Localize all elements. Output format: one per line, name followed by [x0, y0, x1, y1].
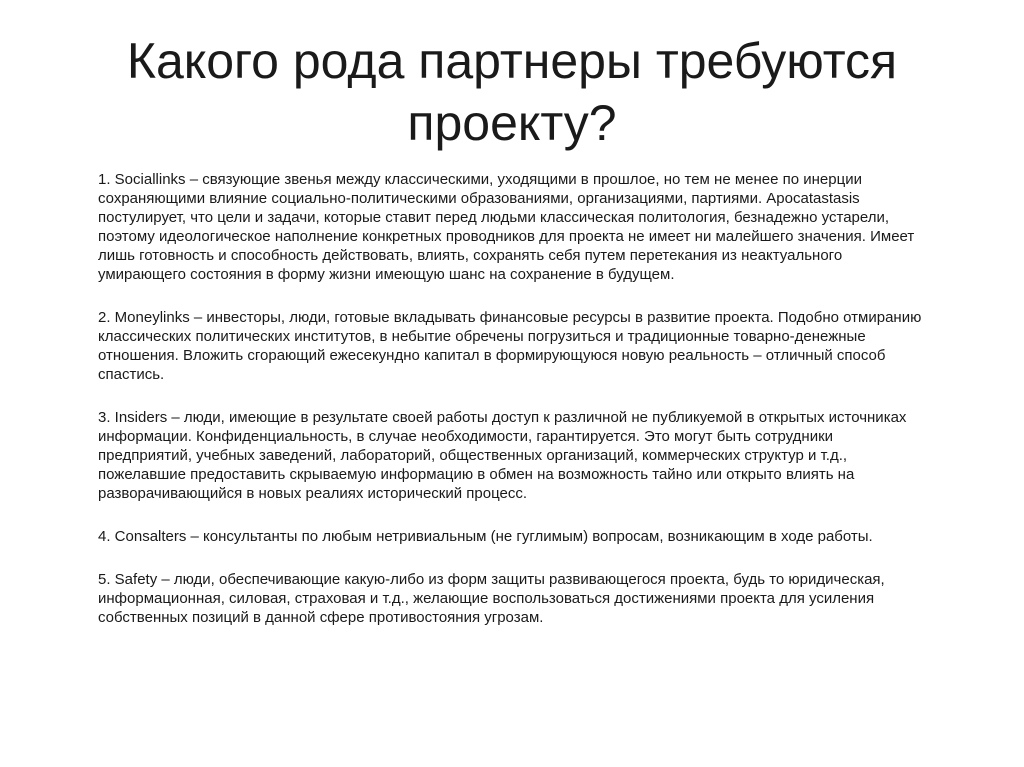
slide-title-line-2: проекту? — [407, 95, 617, 151]
list-item-consalters: 4. Consalters – консультанты по любым нетривиальным (не гуглимым) вопросам, возникающим в ходе работы. — [98, 528, 873, 545]
list-item-insiders: 3. Insiders – люди, имеющие в результате своей работы доступ к различной не публикуемой в открытых источниках информации. Конфиденциальность, в случае необходимости, гарантируется. Это могут быть сотрудники предприятий, учебных заведений, лабораторий, общественных организаций, коммерческих структур и т.д., пожелавшие предоставить скрываемую информацию в обмен на возможность тайно или открыто влиять на разворачивающийся в новых реалиях исторический процесс. — [98, 409, 907, 502]
list-item-safety: 5. Safety – люди, обеспечивающие какую-либо из форм защиты развивающегося проекта, будь то юридическая, информационная, силовая, страховая и т.д., желающие воспользоваться достижениями проекта для усиления собственных позиций в данной сфере противостояния угрозам. — [98, 571, 885, 626]
slide-title — [60, 30, 964, 154]
list-item-sociallinks: 1. Sociallinks – связующие звенья между классическими, уходящими в прошлое, но тем не менее по инерции сохраняющими влияние социально-политическими образованиями, организациями, партиями. Apocatastasis постулирует, что цели и задачи, которые ставит перед людьми классическая политология, безнадежно устарели, поэтому идеологическое наполнение конкретных проводников для проекта не имеет ни малейшего значения. Имеет лишь готовность и способность действовать, влиять, сохранять себя путем перетекания из неактуального умирающего состояния в форму жизни имеющую шанс на сохранение в будущем. — [98, 171, 915, 283]
slide-title-line-1: Какого рода партнеры требуются — [126, 33, 898, 89]
list-item-moneylinks: 2. Moneylinks – инвесторы, люди, готовые вкладывать финансовые ресурсы в развитие проекта. Подобно отмиранию классических политических институтов, в небытие обречены погрузиться и традиционные товарно-денежные отношения. Вложить сгорающий ежесекундно капитал в формирующуюся новую реальность – отличный способ спастись. — [98, 309, 922, 383]
slide-content — [98, 170, 924, 651]
